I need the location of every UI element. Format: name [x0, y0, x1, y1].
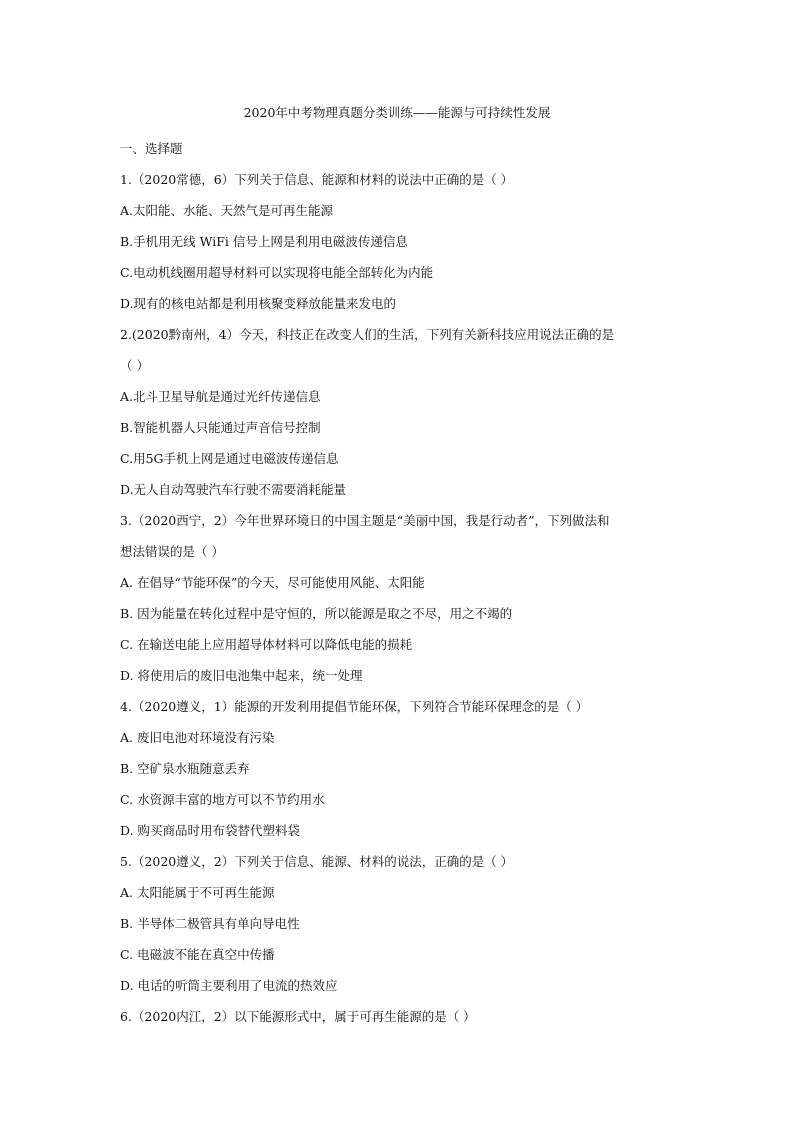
question-4 [120, 691, 680, 846]
option-a: A. 废旧电池对环境没有污染 [120, 730, 275, 745]
option-c: C. 在输送电能上应用超导体材料可以降低电能的损耗 [120, 637, 413, 652]
option-d: D. 购买商品时用布袋替代塑料袋 [120, 823, 301, 838]
option-d: D.现有的核电站都是利用核聚变释放能量来发电的 [120, 296, 397, 311]
option-a: A. 太阳能属于不可再生能源 [120, 885, 275, 900]
question-6 [120, 1001, 680, 1032]
question-stem: 2.(2020黔南州，4）今天，科技正在改变人们的生活，下列有关新科技应用说法正确的是 [120, 327, 615, 342]
document-title: 2020年中考物理真题分类训练——能源与可持续性发展 [243, 105, 551, 120]
option-c: C. 水资源丰富的地方可以不节约用水 [120, 792, 325, 807]
question-2 [120, 319, 680, 505]
option-a: A.太阳能、水能、天然气是可再生能源 [120, 203, 334, 218]
option-b: B.手机用无线 WiFi 信号上网是利用电磁波传递信息 [120, 234, 408, 249]
option-a: A. 在倡导“节能环保”的今天，尽可能使用风能、太阳能 [120, 575, 425, 590]
question-5 [120, 846, 680, 1001]
option-d: D. 电话的听筒主要利用了电流的热效应 [120, 978, 338, 993]
question-1 [120, 164, 680, 319]
question-stem: 4.（2020遵义，1）能源的开发利用提倡节能环保，下列符合节能环保理念的是（ ） [120, 699, 589, 714]
option-b: B.智能机器人只能通过声音信号控制 [120, 420, 321, 435]
option-c: C.电动机线圈用超导材料可以实现将电能全部转化为内能 [120, 265, 434, 280]
question-stem: 3.（2020西宁，2）今年世界环境日的中国主题是“美丽中国，我是行动者”，下列做法和 [120, 513, 610, 528]
question-stem-continued: （ ） [120, 358, 149, 373]
option-c: C.用5G手机上网是通过电磁波传递信息 [120, 451, 339, 466]
option-d: D.无人自动驾驶汽车行驶不需要消耗能量 [120, 482, 347, 497]
option-b: B. 因为能量在转化过程中是守恒的，所以能源是取之不尽，用之不竭的 [120, 606, 513, 621]
section-heading: 一、选择题 [120, 141, 183, 156]
option-b: B. 半导体二极管具有单向导电性 [120, 916, 300, 931]
option-c: C. 电磁波不能在真空中传播 [120, 947, 275, 962]
option-d: D. 将使用后的废旧电池集中起来，统一处理 [120, 668, 363, 683]
question-stem: 5.（2020遵义，2）下列关于信息、能源、材料的说法，正确的是（ ） [120, 854, 514, 869]
question-stem: 1.（2020常德，6）下列关于信息、能源和材料的说法中正确的是（ ） [120, 172, 514, 187]
option-a: A.北斗卫星导航是通过光纤传递信息 [120, 389, 321, 404]
document-body [120, 133, 680, 1032]
option-b: B. 空矿泉水瓶随意丢弃 [120, 761, 250, 776]
question-3 [120, 505, 680, 691]
question-stem-continued: 想法错误的是（ ） [120, 544, 224, 559]
question-stem: 6.（2020内江，2）以下能源形式中，属于可再生能源的是（ ） [120, 1009, 476, 1024]
